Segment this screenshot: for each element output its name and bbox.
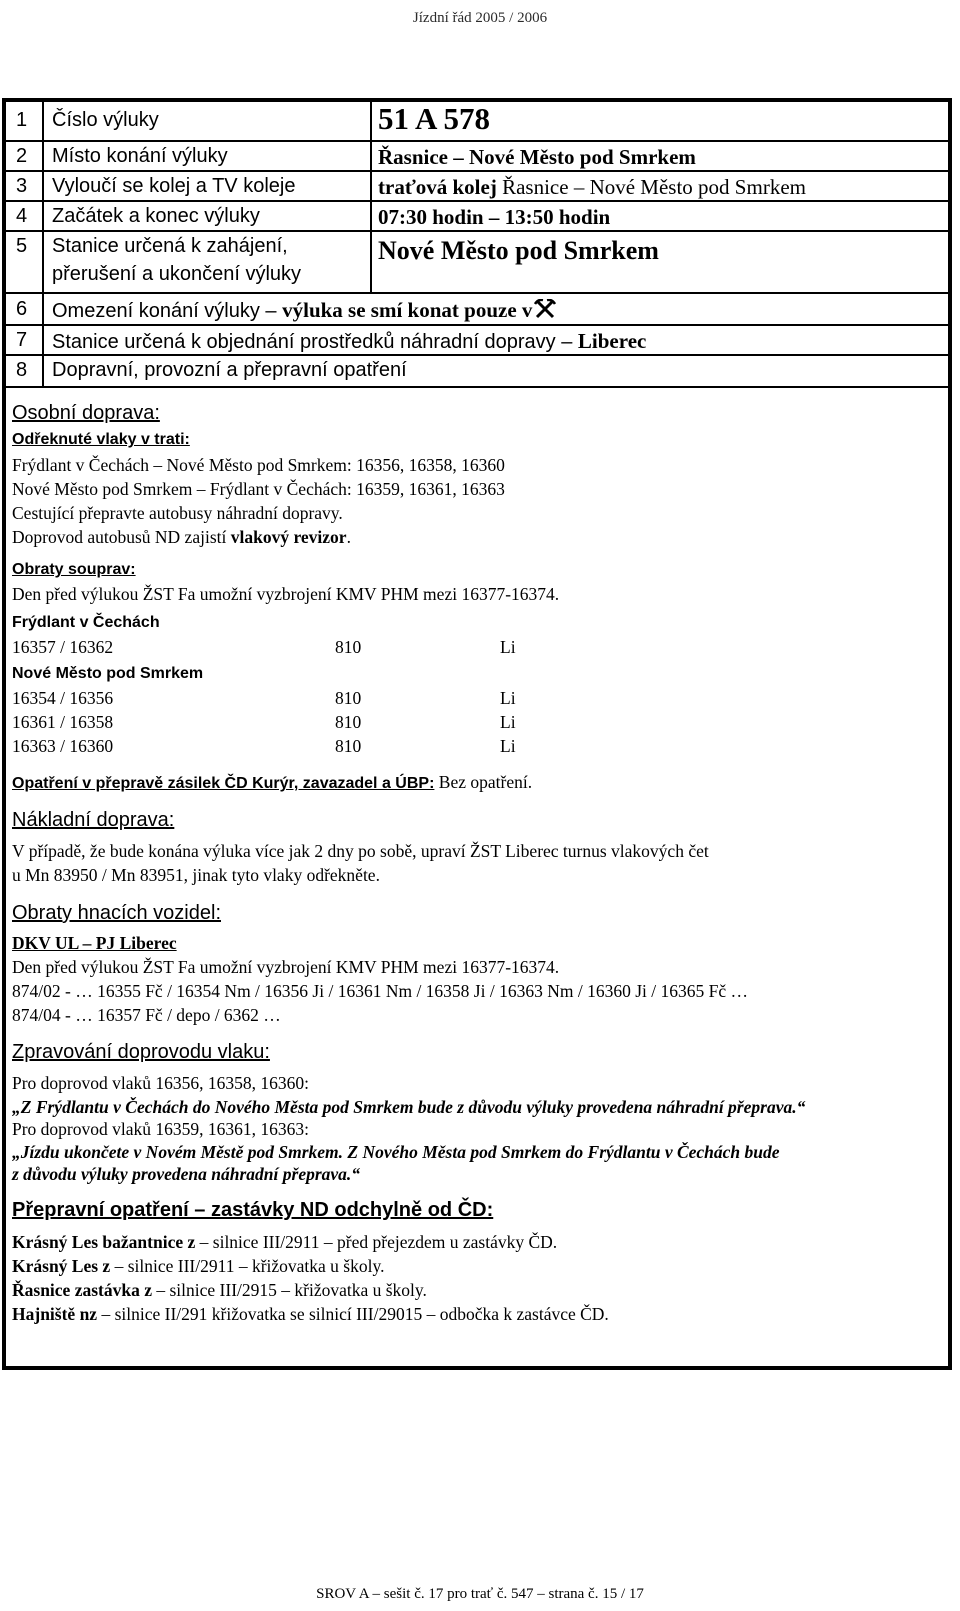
trains: 16361 / 16358 (12, 712, 114, 732)
table-row (12, 736, 912, 757)
row-number: 5 (16, 235, 28, 257)
stop-location: – silnice III/2915 – křižovatka u školy. (151, 1280, 427, 1300)
code: 810 (335, 712, 362, 732)
stop-location: – silnice III/2911 – křižovatka u školy. (110, 1256, 385, 1276)
row-label: Stanice určená k objednání prostředků náhradní dopravy – (52, 331, 578, 353)
row-content (52, 329, 646, 354)
row-number: 4 (16, 205, 28, 227)
section-heading-freight: Nákladní doprava: (12, 809, 175, 831)
place: Li (500, 736, 516, 756)
row-number: 3 (16, 175, 28, 197)
escort-note (12, 527, 351, 548)
closure-time: 07:30 hodin – 13:50 hodin (378, 205, 611, 229)
place: Li (500, 637, 516, 657)
section-heading-stops: Přepravní opatření – zastávky ND odchylně od ČD: (12, 1199, 494, 1221)
list-item (12, 1304, 609, 1325)
row-label: přerušení a ukončení výluky (52, 263, 302, 285)
table-row (12, 712, 912, 733)
place: Li (500, 712, 516, 732)
cancelled-trains-heading: Odřeknuté vlaky v trati: (12, 431, 190, 448)
passenger-note: Cestující přepravte autobusy náhradní dopravy. (12, 503, 343, 523)
trains: 16363 / 16360 (12, 736, 114, 756)
row-label: Číslo výluky (52, 109, 159, 131)
trains: 16354 / 16356 (12, 688, 114, 708)
page-footer: SROV A – sešit č. 17 pro trať č. 547 – strana č. 15 / 17 (316, 1586, 644, 1602)
row-number: 8 (16, 359, 28, 381)
closure-location: Řasnice – Nové Město pod Smrkem (378, 145, 696, 169)
table-row (2, 140, 952, 170)
row-content (52, 298, 556, 323)
table-row (2, 292, 952, 324)
table-row (2, 230, 952, 292)
list-item (12, 1232, 557, 1253)
table-row (12, 637, 912, 658)
table-row (2, 324, 952, 354)
stop-name: Hajniště nz (12, 1304, 98, 1324)
list-item (12, 1256, 384, 1277)
crew-line-1: Pro doprovod vlaků 16356, 16358, 16360: (12, 1073, 310, 1093)
cancelled-line-2: Nové Město pod Smrkem – Frýdlant v Čechách: 16359, 16361, 16363 (12, 479, 505, 499)
freight-line-2: u Mn 83950 / Mn 83951, jinak tyto vlaky odřekněte. (12, 865, 380, 885)
stop-location: – silnice II/291 křižovatka se silnicí III/29015 – odbočka k zastávce ČD. (97, 1304, 609, 1324)
table-row (2, 200, 952, 230)
parcel-measures-value: Bez opatření. (434, 772, 533, 792)
place: Li (500, 688, 516, 708)
row-label: Dopravní, provozní a přepravní opatření (52, 359, 407, 381)
cancelled-line-1: Frýdlant v Čechách – Nové Město pod Smrkem: 16356, 16358, 16360 (12, 455, 505, 475)
station-nove-mesto: Nové Město pod Smrkem (12, 665, 204, 682)
section-heading-crew-notice: Zpravování doprovodu vlaku: (12, 1041, 270, 1063)
stop-location: – silnice III/2911 – před přejezdem u zastávky ČD. (195, 1232, 558, 1252)
set-turnaround-heading: Obraty souprav: (12, 561, 136, 578)
row-label: Místo konání výluky (52, 145, 228, 167)
code: 810 (335, 688, 362, 708)
row-label: Stanice určená k zahájení, (52, 235, 288, 257)
stop-name: Krásný Les z (12, 1256, 111, 1276)
closed-track-bold: traťová kolej (378, 175, 497, 199)
loco-line-3: 874/04 - … 16357 Fč / depo / 6362 … (12, 1005, 281, 1025)
code: 810 (335, 736, 362, 756)
section-heading-passenger: Osobní doprava: (12, 402, 160, 424)
stop-name: Řasnice zastávka z (12, 1280, 152, 1300)
list-item (12, 1280, 427, 1301)
closed-track-rest: Řasnice – Nové Město pod Smrkem (496, 175, 806, 199)
station-frydlant: Frýdlant v Čechách (12, 614, 160, 631)
parcel-measures-label: Opatření v přepravě zásilek ČD Kurýr, zavazadel a ÚBP: (12, 775, 435, 792)
code: 810 (335, 637, 362, 657)
escort-note-bold: vlakový revizor (230, 527, 347, 547)
crew-line-2: Pro doprovod vlaků 16359, 16361, 16363: (12, 1119, 310, 1139)
crew-message-1: „Z Frýdlantu v Čechách do Nového Města pod Smrkem bude z důvodu výluky provedena náhradní přeprava.“ (12, 1097, 806, 1117)
depot-heading: DKV UL – PJ Liberec (12, 933, 177, 953)
loco-line-1: Den před výlukou ŽST Fa umožní vyzbrojení KMV PHM mezi 16377-16374. (12, 957, 560, 977)
closed-track (378, 175, 806, 200)
escort-note-text: Doprovod autobusů ND zajistí (12, 527, 231, 547)
crew-message-2a: „Jízdu ukončete v Novém Městě pod Smrkem. Z Nového Města pod Smrkem do Frýdlantu v Čechách bude (12, 1142, 780, 1162)
row-number: 1 (16, 109, 28, 131)
row-label: Vyloučí se kolej a TV koleje (52, 175, 296, 197)
parcel-measures (12, 772, 532, 793)
set-turnaround-note: Den před výlukou ŽST Fa umožní vyzbrojení KMV PHM mezi 16377-16374. (12, 584, 560, 604)
hammer-pick-icon (534, 299, 556, 319)
stop-name: Krásný Les bažantnice z (12, 1232, 196, 1252)
control-station: Nové Město pod Smrkem (378, 236, 659, 265)
section-heading-locomotives: Obraty hnacích vozidel: (12, 902, 221, 924)
closure-number: 51 A 578 (378, 101, 490, 136)
row-number: 6 (16, 298, 28, 320)
row-number: 2 (16, 145, 28, 167)
table-row (2, 354, 952, 388)
trains: 16357 / 16362 (12, 637, 114, 657)
freight-line-1: V případě, že bude konána výluka více jak 2 dny po sobě, upraví ŽST Liberec turnus vlakových čet (12, 841, 709, 861)
page-header: Jízdní řád 2005 / 2006 (412, 10, 548, 26)
closure-restriction: výluka se smí konat pouze v (282, 298, 533, 322)
loco-line-2: 874/02 - … 16355 Fč / 16354 Nm / 16356 Ji / 16361 Nm / 16358 Ji / 16363 Nm / 16360 Ji / 16365 Fč … (12, 981, 748, 1001)
row-label: Začátek a konec výluky (52, 205, 260, 227)
row-label: Omezení konání výluky – (52, 300, 283, 322)
row-number: 7 (16, 329, 28, 351)
replacement-station: Liberec (577, 329, 647, 353)
crew-message-2b: z důvodu výluky provedena náhradní přeprava.“ (12, 1164, 361, 1184)
table-row (2, 170, 952, 200)
escort-note-end: . (346, 527, 351, 547)
table-row (12, 688, 912, 709)
table-row (2, 98, 952, 140)
